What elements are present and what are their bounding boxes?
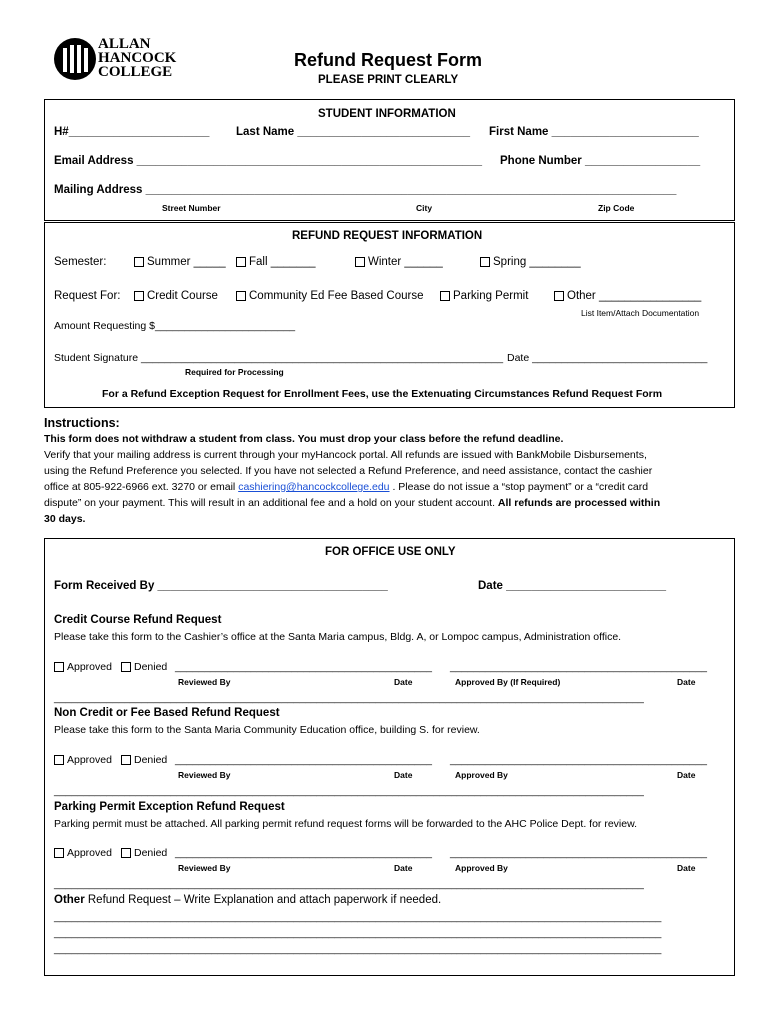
logo-line-1: ALLAN [98,36,151,52]
request-community-ed[interactable]: Community Ed Fee Based Course [236,290,424,302]
parking-date-label: Date [394,863,413,873]
checkbox-icon[interactable] [54,848,64,858]
page-title: Refund Request Form [294,50,483,70]
credit-approved-by-label: Approved By (If Required) [455,677,561,687]
cashiering-email-link[interactable]: cashiering@hancockcollege.edu [238,481,390,493]
parking-refund-title: Parking Permit Exception Refund Request [54,801,285,813]
instructions-line-5: dispute” on your payment. This will result in an additional fee and a hold on your student account. All refunds are processed within [44,497,661,509]
parking-approver-line[interactable]: ____________________________________________ [450,847,707,859]
semester-summer[interactable]: Summer _____ [134,256,226,268]
exception-note: For a Refund Exception Request for Enrollment Fees, use the Extenuating Circumstances Refund Request Form [102,388,663,400]
request-credit-course[interactable]: Credit Course [134,290,218,302]
signature-date-field[interactable]: Date ______________________________ [507,352,708,364]
semester-fall[interactable]: Fall _______ [236,256,316,268]
checkbox-icon[interactable] [54,755,64,765]
semester-winter[interactable]: Winter ______ [355,256,443,268]
checkbox-icon[interactable] [121,662,131,672]
instructions-line-4: office at 805-922-6966 ext. 3270 or email cashiering@hancockcollege.edu . Please do not issue a “stop payment” or a “credit card [44,481,649,493]
checkbox-icon[interactable] [355,257,365,267]
noncredit-date-label-2: Date [677,770,696,780]
city-label: City [416,203,433,213]
credit-reviewer-line[interactable]: ____________________________________________ [175,661,432,673]
parking-reviewed-by-label: Reviewed By [178,863,231,873]
required-label: Required for Processing [185,367,284,377]
noncredit-refund-text: Please take this form to the Santa Maria Community Education office, building S. for review. [54,724,480,736]
credit-date-label-2: Date [677,677,696,687]
checkbox-icon[interactable] [134,257,144,267]
form-received-field[interactable]: Form Received By ____________________________________ [54,580,388,592]
mailing-address-field[interactable]: Mailing Address ___________________________________________________________________________________ [54,184,677,196]
checkbox-icon[interactable] [54,662,64,672]
noncredit-reviewer-line[interactable]: ____________________________________________ [175,754,432,766]
parking-approved-by-label: Approved By [455,863,508,873]
checkbox-icon[interactable] [554,291,564,301]
semester-spring[interactable]: Spring ________ [480,256,581,268]
checkbox-icon[interactable] [236,291,246,301]
separator-line: _____________________________________________________________________________________________________ [54,692,644,704]
email-field[interactable]: Email Address ______________________________________________________ [54,155,483,167]
checkbox-icon[interactable] [440,291,450,301]
checkbox-icon[interactable] [134,291,144,301]
refund-info-heading: REFUND REQUEST INFORMATION [292,230,483,242]
noncredit-approved-by-label: Approved By [455,770,508,780]
instructions-line-1: This form does not withdraw a student from class. You must drop your class before the refund deadline. [44,433,564,445]
instructions-line-2: Verify that your mailing address is current through your myHancock portal. All refunds are issued with BankMobile Disbursements, [44,449,647,461]
instructions-line-3: using the Refund Preference you selected. If you have not selected a Refund Preference, and need assistance, contact the cashier [44,465,653,477]
instructions-heading: Instructions: [44,416,120,430]
noncredit-approved[interactable]: Approved [54,754,112,766]
noncredit-denied[interactable]: Denied [121,754,167,766]
street-number-label: Street Number [162,203,221,213]
parking-date-label-2: Date [677,863,696,873]
h-number-field[interactable]: H#______________________ [54,126,210,138]
page-subtitle: PLEASE PRINT CLEARLY [318,74,459,86]
amount-requesting-field[interactable]: Amount Requesting $________________________ [54,320,296,332]
phone-field[interactable]: Phone Number __________________ [500,155,701,167]
parking-denied[interactable]: Denied [121,847,167,859]
semester-label: Semester: [54,256,107,268]
explanation-line-2[interactable]: ________________________________________________________________________________________________________ [54,927,662,939]
parking-reviewer-line[interactable]: ____________________________________________ [175,847,432,859]
credit-denied[interactable]: Denied [121,661,167,673]
request-parking-permit[interactable]: Parking Permit [440,290,528,302]
noncredit-reviewed-by-label: Reviewed By [178,770,231,780]
noncredit-refund-title: Non Credit or Fee Based Refund Request [54,707,280,719]
student-signature-field[interactable]: Student Signature ______________________________________________________________ [54,352,504,364]
separator-line: _____________________________________________________________________________________________________ [54,785,644,797]
list-item-label: List Item/Attach Documentation [581,308,700,318]
separator-line: _____________________________________________________________________________________________________ [54,878,644,890]
explanation-line-1[interactable]: ________________________________________________________________________________________________________ [54,911,662,923]
first-name-field[interactable]: First Name _______________________ [489,126,699,138]
checkbox-icon[interactable] [121,848,131,858]
checkbox-icon[interactable] [121,755,131,765]
student-info-heading: STUDENT INFORMATION [318,108,456,120]
credit-approved[interactable]: Approved [54,661,112,673]
logo-line-2: HANCOCK [98,50,177,66]
last-name-field[interactable]: Last Name ___________________________ [236,126,471,138]
credit-approver-line[interactable]: ____________________________________________ [450,661,707,673]
noncredit-date-label: Date [394,770,413,780]
explanation-line-3[interactable]: ________________________________________________________________________________________________________ [54,943,662,955]
noncredit-approver-line[interactable]: ____________________________________________ [450,754,707,766]
parking-refund-text: Parking permit must be attached. All parking permit refund request forms will be forwarded to the AHC Police Dept. for review. [54,818,638,830]
office-use-heading: FOR OFFICE USE ONLY [325,546,456,558]
credit-refund-text: Please take this form to the Cashier’s office at the Santa Maria campus, Bldg. A, or Lompoc campus, Administration office. [54,631,622,643]
parking-approved[interactable]: Approved [54,847,112,859]
checkbox-icon[interactable] [480,257,490,267]
credit-date-label: Date [394,677,413,687]
credit-refund-title: Credit Course Refund Request [54,614,222,626]
credit-reviewed-by-label: Reviewed By [178,677,231,687]
instructions-line-6: 30 days. [44,513,86,525]
request-for-label: Request For: [54,290,121,302]
college-logo-emblem [54,38,96,80]
other-refund-title: Other Refund Request – Write Explanation and attach paperwork if needed. [54,894,442,906]
request-other[interactable]: Other ________________ [554,290,701,302]
logo-line-3: COLLEGE [98,64,173,80]
office-date-field[interactable]: Date _________________________ [478,580,667,592]
checkbox-icon[interactable] [236,257,246,267]
zip-code-label: Zip Code [598,203,635,213]
